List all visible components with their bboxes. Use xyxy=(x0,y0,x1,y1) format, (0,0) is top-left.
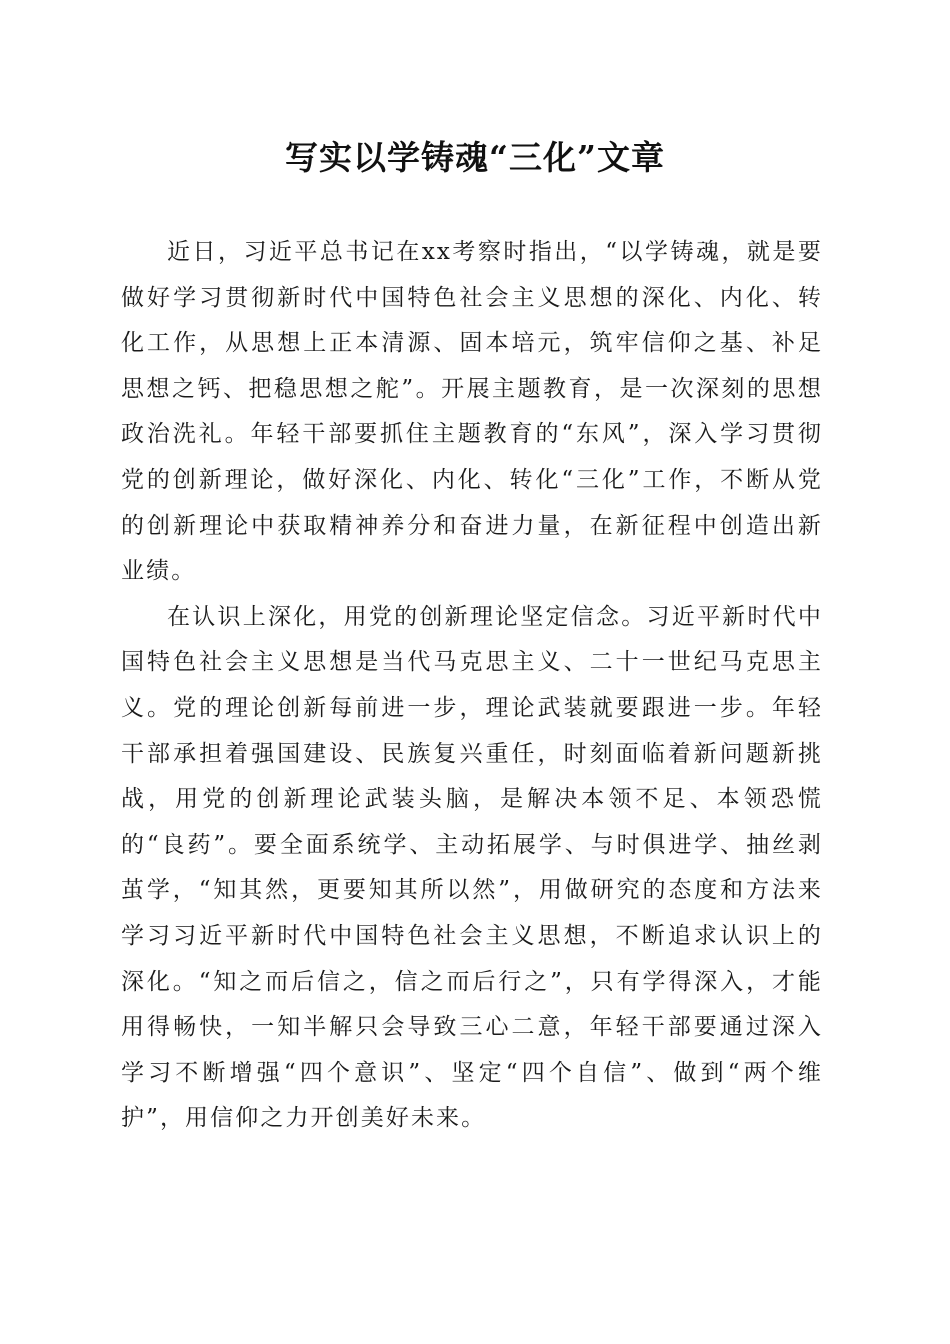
document-title: 写实以学铸魂“三化”文章 xyxy=(285,138,665,177)
document-body xyxy=(121,230,823,1142)
paragraph-intro: 近日，习近平总书记在xx考察时指出，“以学铸魂，就是要做好学习贯彻新时代中国特色社会主义思想的深化、内化、转化工作，从思想上正本清源、固本培元，筑牢信仰之基、补足思想之钙、把稳思想之舵”。开展主题教育，是一次深刻的思想政治洗礼。年轻干部要抓住主题教育的“东风”，深入学习贯彻党的创新理论，做好深化、内化、转化“三化”工作，不断从党的创新理论中获取精神养分和奋进力量，在新征程中创造出新业绩。 xyxy=(121,239,823,585)
paragraph-deepen: 在认识上深化，用党的创新理论坚定信念。习近平新时代中国特色社会主义思想是当代马克思主义、二十一世纪马克思主义。党的理论创新每前进一步，理论武装就要跟进一步。年轻干部承担着强国建设、民族复兴重任，时刻面临着新问题新挑战，用党的创新理论武装头脑，是解决本领不足、本领恐慌的“良药”。要全面系统学、主动拓展学、与时俱进学、抽丝剥茧学，“知其然，更要知其所以然”，用做研究的态度和方法来学习习近平新时代中国特色社会主义思想，不断追求认识上的深化。“知之而后信之，信之而后行之”，只有学得深入，才能用得畅快，一知半解只会导致三心二意，年轻干部要通过深入学习不断增强“四个意识”、坚定“四个自信”、做到“两个维护”，用信仰之力开创美好未来。 xyxy=(121,603,823,1132)
